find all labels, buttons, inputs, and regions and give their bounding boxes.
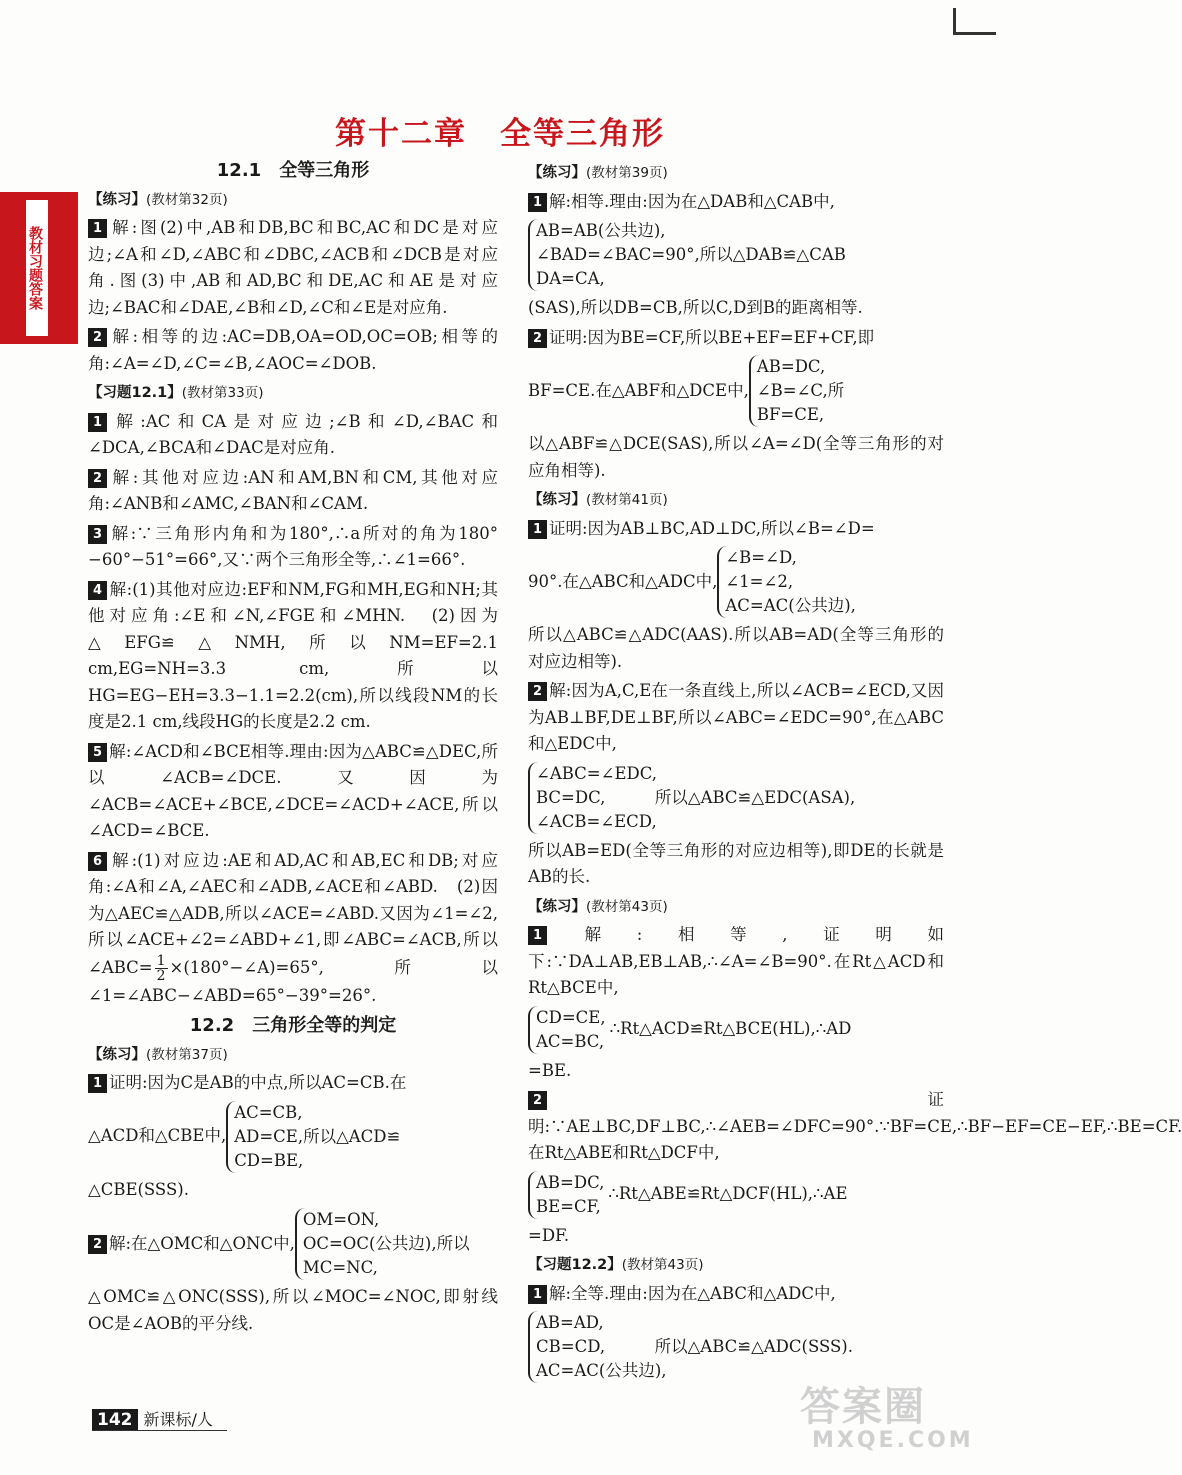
watermark-line2: MXQE.COM <box>812 1428 974 1453</box>
equation-system: AB=AD, CB=CD, 所以△ABC≌△ADC(SSS). AC=AC(公共边), <box>528 1311 853 1383</box>
number-badge: 5 <box>88 743 107 762</box>
equation-system: AB=DC, ∠B=∠C,所 BF=CE, <box>749 355 844 427</box>
side-tab <box>0 192 78 344</box>
answer-item: 2 解:因为A,C,E在一条直线上,所以∠ACB=∠ECD,又因为AB⊥BF,DE⊥BF,所以∠ABC=∠EDC=90°,在△ABC和△EDC中, ∠ABC=∠EDC, BC=DC, 所以△ABC≌△EDC(ASA), ∠ACB=∠ECD, 所以AB=ED(全等三角形的对应边相等),即DE的长就是AB的长. <box>528 681 944 886</box>
number-badge: 1 <box>528 1285 547 1304</box>
footer-divider <box>92 1430 227 1431</box>
answer-item: 1 解:相等.理由:因为在△DAB和△CAB中, AB=AB(公共边), ∠BAD=∠BAC=90°,所以△DAB≌△CAB DA=CA, (SAS),所以DB=CB,所以C,D到B的距离相等. <box>528 191 863 317</box>
answer-item: 1 证明:因为AB⊥BC,AD⊥DC,所以∠B=∠D= 90°.在△ABC和△ADC中, ∠B=∠D, ∠1=∠2, AC=AC(公共边), 所以△ABC≌△ADC(AAS).所以AB=AD(全等三角形的对应边相等). <box>528 518 944 671</box>
section-title: 12.2 三角形全等的判定 <box>189 1015 397 1036</box>
left-column <box>88 158 498 1340</box>
corner-mark <box>953 8 996 35</box>
footer-label: 新课标/人 <box>143 1410 213 1429</box>
answer-item: 1 证明:因为C是AB的中点,所以AC=CB.在 △ACD和△CBE中, AC=CB, AD=CE,所以△ACD≌ CD=BE, △CBE(SSS). <box>88 1073 407 1199</box>
exercise-header: 【练习】(教材第39页) <box>528 165 668 181</box>
answer-item: 2 证明:因为BE=CF,所以BE+EF=EF+CF,即 BF=CE.在△ABF和△DCE中, AB=DC, ∠B=∠C,所 BF=CE, 以△ABF≌△DCE(SAS),所以∠A=∠D(全等三角形的对应角相等). <box>528 327 944 480</box>
number-badge: 1 <box>88 1074 107 1093</box>
exercise-header: 【练习】(教材第32页) <box>88 191 228 208</box>
answer-item: 5 解:∠ACD和∠BCE相等.理由:因为△ABC≌△DEC,所以∠ACB=∠DCE.又因为∠ACB=∠ACE+∠BCE,∠DCE=∠ACD+∠ACE,所以∠ACD=∠BCE. <box>88 741 498 840</box>
watermark-line1: 答案圈 <box>800 1384 926 1430</box>
number-badge: 1 <box>528 193 547 212</box>
number-badge: 1 <box>528 926 547 945</box>
number-badge: 6 <box>88 852 107 871</box>
page-footer <box>92 1407 213 1431</box>
number-badge: 1 <box>528 520 547 539</box>
number-badge: 2 <box>88 469 107 488</box>
number-badge: 2 <box>88 328 107 347</box>
answer-item: 1 解:图(2)中,AB和DB,BC和BC,AC和DC是对应边;∠A和∠D,∠ABC和∠DBC,∠ACB和∠DCB是对应角.图(3)中,AB和AD,BC和DE,AC和AE是对应边;∠BAC和∠DAE,∠B和∠D,∠C和∠E是对应角. <box>88 218 498 317</box>
page-number: 142 <box>92 1409 138 1431</box>
answer-item: 4 解:(1)其他对应边:EF和NM,FG和MH,EG和NH;其他对应角:∠E和∠N,∠FGE和∠MHN. (2)因为△EFG≌△NMH,所以NM=EF=2.1 cm,EG=NH=3.3 cm,所以HG=EG−EH=3.3−1.1=2.2(cm),所以线段NM的长度是2.1 cm,线段HG的长度是2.2 cm. <box>88 579 498 731</box>
exercise-header: 【习题12.2】(教材第43页) <box>528 1257 704 1273</box>
exercise-header: 【习题12.1】(教材第33页) <box>88 385 264 401</box>
number-badge: 2 <box>88 1235 107 1254</box>
fraction: $\frac{1}{2}$ <box>156 952 166 984</box>
equation-system: AC=CB, AD=CE,所以△ACD≌ CD=BE, <box>226 1101 400 1173</box>
answer-item: 2 解:相等的边:AC=DB,OA=OD,OC=OB;相等的角:∠A=∠D,∠C=∠B,∠AOC=∠DOB. <box>88 327 498 373</box>
equation-system: CD=CE, AC=BC, <box>528 1006 606 1054</box>
equation-system: ∠ABC=∠EDC, BC=DC, 所以△ABC≌△EDC(ASA), ∠ACB=∠ECD, <box>528 762 855 834</box>
equation-system: OM=ON, OC=OC(公共边),所以 MC=NC, <box>295 1208 470 1280</box>
answer-item: 2 解:其他对应边:AN和AM,BN和CM,其他对应角:∠ANB和∠AMC,∠BAN和∠CAM. <box>88 467 498 513</box>
answer-item: 2 证明:∵AE⊥BC,DF⊥BC,∴∠AEB=∠DFC=90°.∵BF=CE,∴BF−EF=CE−EF,∴BE=CF.在Rt△ABE和Rt△DCF中, AB=DC, BE=CF, ∴Rt△ABE≌Rt△DCF(HL),∴AE =DF. <box>528 1090 1182 1245</box>
equation-system: ∠B=∠D, ∠1=∠2, AC=AC(公共边), <box>717 546 856 618</box>
number-badge: 3 <box>88 525 107 544</box>
side-tab-label: 教材习题答案 <box>26 200 48 336</box>
right-column <box>528 158 1182 1388</box>
watermark <box>800 1385 990 1465</box>
answer-item: 3 解:∵三角形内角和为180°,∴a所对的角为180°−60°−51°=66°,又∵两个三角形全等,∴∠1=66°. <box>88 523 498 569</box>
answer-item: 1 解:相等,证明如下:∵DA⊥AB,EB⊥AB,∴∠A=∠B=90°.在Rt△ACD和Rt△BCE中, CD=CE, AC=BC, ∴Rt△ACD≌Rt△BCE(HL),∴AD =BE. <box>528 925 944 1080</box>
exercise-header: 【练习】(教材第37页) <box>88 1046 228 1063</box>
equation-system: AB=DC, BE=CF, <box>528 1171 604 1219</box>
number-badge: 2 <box>528 682 547 701</box>
answer-item: 6 解:(1)对应边:AE和AD,AC和AB,EC和DB;对应角:∠A和∠A,∠AEC和∠ADB,∠ACE和∠ABD. (2)因为△AEC≌△ADB,所以∠ACE=∠ABD.又因为∠1=∠2,所以∠ACE+∠2=∠ABD+∠1,即∠ABC=∠ACB,所以∠ABC= $\frac{1}{2}$ ×(180°−∠A)=65°,所以∠1=∠ABC−∠ABD=65°−39°=26°. <box>88 850 498 1005</box>
section-title: 12.1 全等三角形 <box>216 160 370 181</box>
number-badge: 4 <box>88 581 107 600</box>
equation-system: AB=AB(公共边), ∠BAD=∠BAC=90°,所以△DAB≌△CAB DA=CA, <box>528 219 846 291</box>
number-badge: 2 <box>528 1091 547 1110</box>
answer-item: 1 解:全等.理由:因为在△ABC和△ADC中, AB=AD, CB=CD, 所以△ABC≌△ADC(SSS). AC=AC(公共边), <box>528 1281 944 1386</box>
number-badge: 1 <box>88 219 107 238</box>
chapter-title: 第十二章 全等三角形 <box>335 116 665 152</box>
exercise-header: 【练习】(教材第43页) <box>528 898 668 915</box>
number-badge: 1 <box>88 413 107 432</box>
number-badge: 2 <box>528 329 547 348</box>
answer-item: 2 解:在△OMC和△ONC中, OM=ON, OC=OC(公共边),所以 MC=NC, △OMC≌△ONC(SSS),所以∠MOC=∠NOC,即射线OC是∠AOB的平分线. <box>88 1210 498 1333</box>
exercise-header: 【练习】(教材第41页) <box>528 492 668 508</box>
answer-item: 1 解:AC和CA是对应边;∠B和∠D,∠BAC和∠DCA,∠BCA和∠DAC是对应角. <box>88 411 498 457</box>
